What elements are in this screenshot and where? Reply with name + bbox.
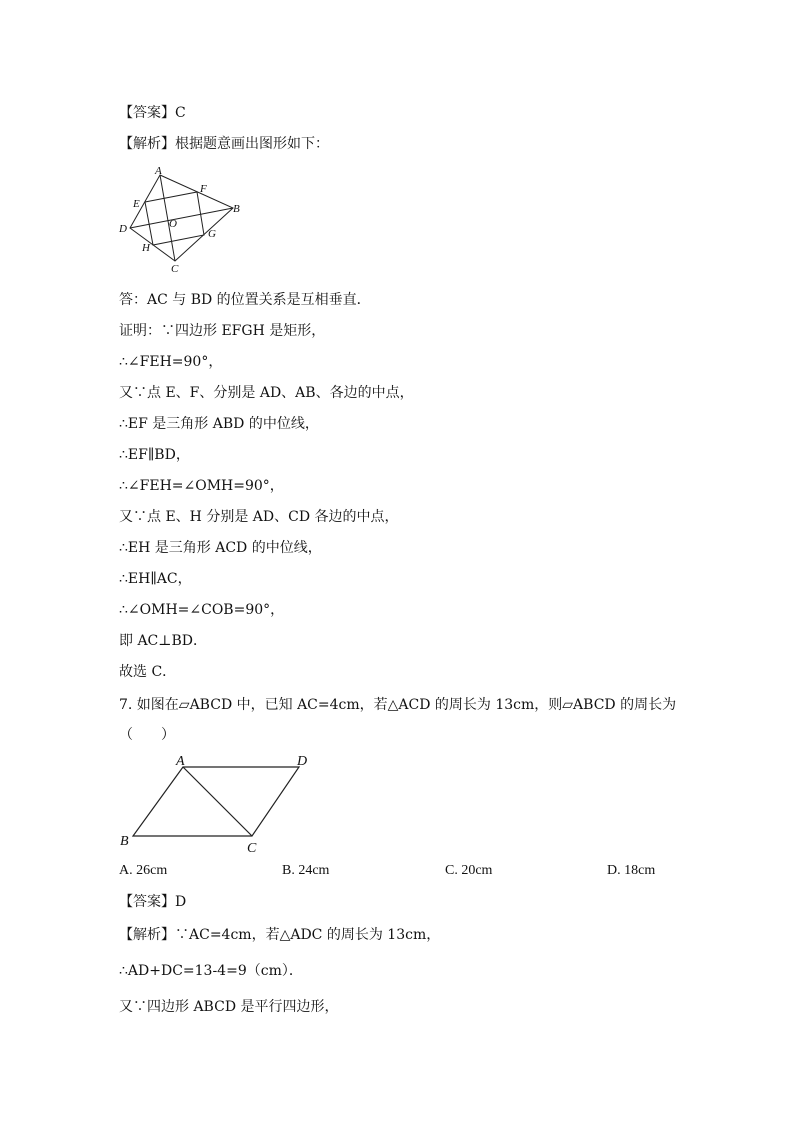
- option-d: D. 18cm: [607, 863, 656, 878]
- option-b: B. 24cm: [282, 863, 330, 878]
- proof-line-11: ∴∠OMH=∠COB=90°，: [119, 602, 285, 618]
- proof-line-2: 证明：∵四边形 EFGH 是矩形，: [119, 323, 326, 339]
- proof-line-1: 答：AC 与 BD 的位置关系是互相垂直．: [119, 292, 371, 308]
- label-b: B: [120, 834, 129, 849]
- option-c: C. 20cm: [445, 863, 493, 878]
- analysis-intro: 【解析】根据题意画出图形如下：: [119, 136, 329, 152]
- label-a: A: [155, 165, 162, 177]
- label-e: E: [133, 198, 140, 210]
- proof-line-3: ∴∠FEH=90°，: [119, 354, 223, 370]
- label-b: B: [233, 203, 240, 215]
- proof-line-12: 即 AC⊥BD．: [119, 633, 207, 649]
- proof-line-9: ∴EH 是三角形 ACD 的中位线，: [119, 540, 322, 556]
- question-7-stem: 7. 如图在▱ABCD 中，已知 AC=4cm，若△ACD 的周长为 13cm，则▱ABCD 的周长为: [119, 697, 677, 713]
- proof-line-13: 故选 C．: [119, 664, 177, 680]
- parallelogram-abcd: [133, 767, 299, 836]
- analysis-line-2: ∴AD+DC=13-4=9（cm）．: [119, 963, 303, 979]
- parallelogram-figure: [115, 750, 320, 855]
- label-g: G: [208, 228, 216, 240]
- label-o: O: [169, 218, 177, 230]
- answer-label-bottom: 【答案】D: [119, 894, 187, 910]
- label-d: D: [297, 754, 308, 769]
- question-7-paren: （ ）: [119, 727, 175, 743]
- proof-line-10: ∴EH∥AC，: [119, 571, 192, 587]
- label-d: D: [119, 223, 127, 235]
- quadrilateral-figure: [115, 165, 255, 277]
- proof-line-6: ∴EF∥BD，: [119, 447, 190, 463]
- diagonal-ac: [183, 767, 252, 836]
- label-c: C: [171, 263, 179, 275]
- label-a: A: [176, 754, 185, 769]
- proof-line-4: 又∵点 E、F、分别是 AD、AB、各边的中点，: [119, 385, 414, 401]
- label-f: F: [200, 183, 207, 195]
- analysis-line-3: 又∵四边形 ABCD 是平行四边形，: [119, 999, 339, 1015]
- answer-label-top: 【答案】C: [119, 105, 186, 121]
- label-c: C: [247, 841, 257, 855]
- analysis-line-1: 【解析】∵AC=4cm，若△ADC 的周长为 13cm，: [119, 927, 441, 943]
- proof-line-5: ∴EF 是三角形 ABD 的中位线，: [119, 416, 319, 432]
- proof-line-8: 又∵点 E、H 分别是 AD、CD 各边的中点，: [119, 509, 399, 525]
- option-a: A. 26cm: [119, 863, 168, 878]
- proof-line-7: ∴∠FEH=∠OMH=90°，: [119, 478, 284, 494]
- label-h: H: [142, 242, 150, 254]
- diagonal-bd: [130, 208, 233, 228]
